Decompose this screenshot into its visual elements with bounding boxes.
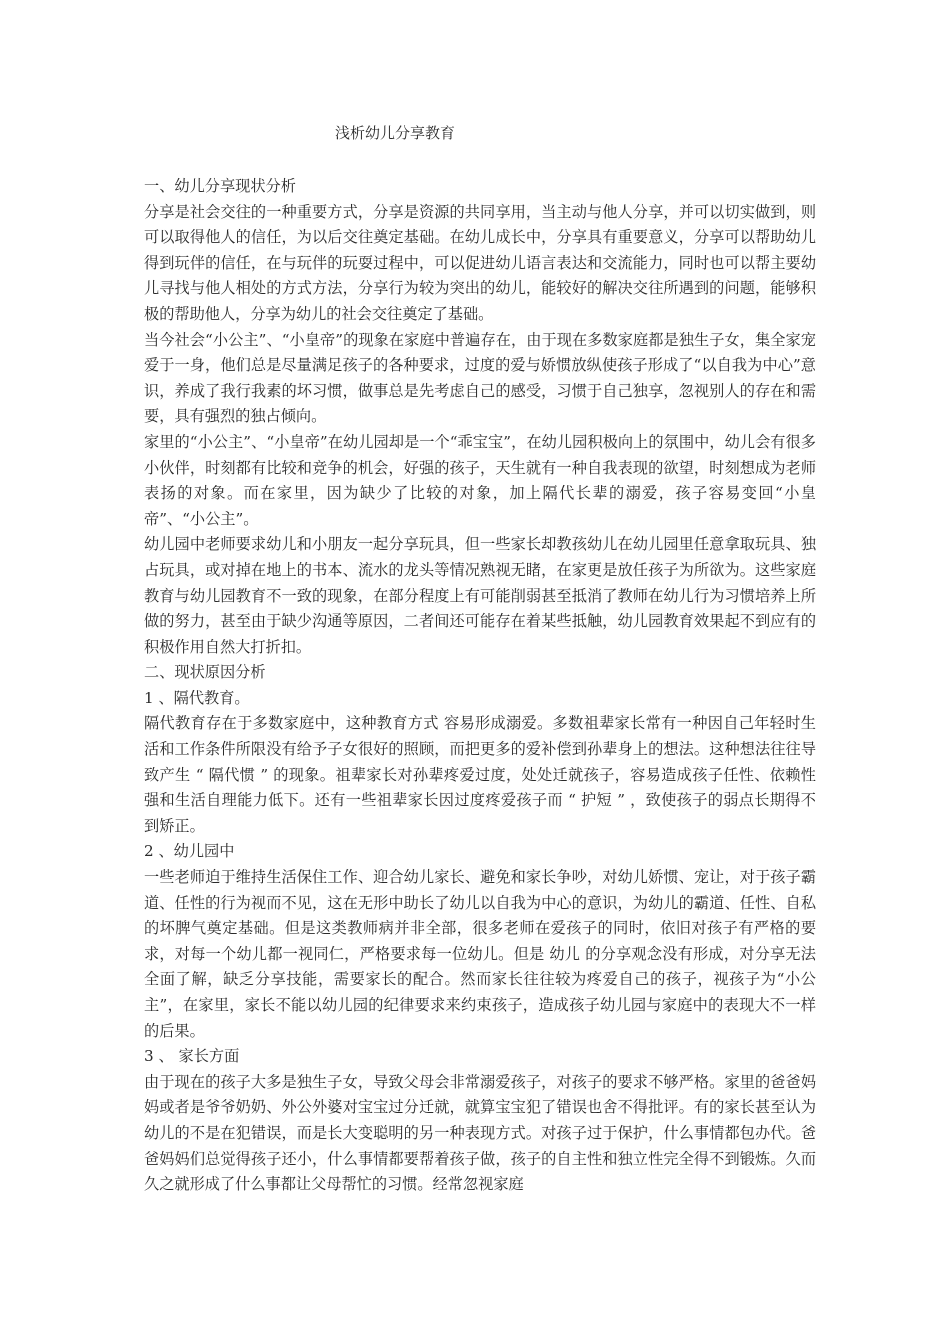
subheading-2: 2 、幼儿园中 <box>144 842 235 861</box>
paragraph-grandparent-education: 隔代教育存在于多数家庭中，这种教育方式 容易形成溺爱。多数祖辈家长常有一种因自己年轻时生活和工作条件所限没有给予子女很好的照顾，而把更多的爱补偿到孙辈身上的想法。这种想法往往导致产生 “ 隔代惯 ” 的现象。祖辈家长对孙辈疼爱过度，处处迁就孩子，容易造成孩子任性、依赖性强和生活自理能力低下。还有一些祖辈家长因过度疼爱孩子而 “ 护短 ” ，致使孩子的弱点长期得不到矫正。 <box>144 714 816 835</box>
paragraph-kindergarten-vs-home: 家里的“小公主”、“小皇帝”在幼儿园却是一个“乖宝宝”，在幼儿园积极向上的氛围中，幼儿会有很多小伙伴，时刻都有比较和竞争的机会，好强的孩子，天生就有一种自我表现的欲望，时刻想成为老师表扬的对象。而在家里，因为缺少了比较的对象，加上隔代长辈的溺爱，孩子容易变回“小皇帝”、“小公主”。 <box>144 432 816 528</box>
document-body <box>144 174 816 1198</box>
section-heading-1: 一、幼儿分享现状分析 <box>144 177 296 195</box>
paragraph-sharing-importance: 分享是社会交往的一种重要方式，分享是资源的共同享用，当主动与他人分享，并可以切实做到，则可以取得他人的信任，为以后交往奠定基础。在幼儿成长中，分享具有重要意义，分享可以帮助幼儿得到玩伴的信任，在与玩伴的玩耍过程中，可以促进幼儿语言表达和交流能力，同时也可以帮主要幼儿寻找与他人相处的方式方法，分享行为较为突出的幼儿，能较好的解决交往所遇到的问题，能够积极的帮助他人，分享为幼儿的社会交往奠定了基础。 <box>144 202 816 323</box>
section-heading-2: 二、现状原因分析 <box>144 663 266 682</box>
subheading-3: 3 、 家长方面 <box>144 1047 240 1066</box>
subheading-1: 1 、隔代教育。 <box>144 688 250 707</box>
paragraph-inconsistent-education: 幼儿园中老师要求幼儿和小朋友一起分享玩具，但一些家长却教孩幼儿在幼儿园里任意拿取玩具、独占玩具，或对掉在地上的书本、流水的龙头等情况熟视无睹，在家更是放任孩子为所欲为。这些家庭教育与幼儿园教育不一致的现象，在部分程度上有可能削弱甚至抵消了教师在幼儿行为习惯培养上所做的努力，甚至由于缺少沟通等原因，二者间还可能存在着某些抵触，幼儿园教育效果起不到应有的积极作用自然大打折扣。 <box>144 535 816 656</box>
paragraph-little-emperor: 当今社会“小公主”、“小皇帝”的现象在家庭中普遍存在，由于现在多数家庭都是独生子女，集全家宠爱于一身，他们总是尽量满足孩子的各种要求，过度的爱与娇惯放纵使孩子形成了“以自我为中心”意识，养成了我行我素的坏习惯，做事总是先考虑自己的感受，习惯于自己独享，忽视别人的存在和需要，具有强烈的独占倾向。 <box>144 330 816 426</box>
paragraph-parents: 由于现在的孩子大多是独生子女，导致父母会非常溺爱孩子，对孩子的要求不够严格。家里的爸爸妈妈或者是爷爷奶奶、外公外婆对宝宝过分迁就，就算宝宝犯了错误也舍不得批评。有的家长甚至认为幼儿的不是在犯错误，而是长大变聪明的另一种表现方式。对孩子过于保护，什么事情都包办代。爸爸妈妈们总觉得孩子还小，什么事情都要帮着孩子做，孩子的自主性和独立性完全得不到锻炼。久而久之就形成了什么事都让父母帮忙的习惯。经常忽视家庭 <box>144 1072 816 1194</box>
paragraph-kindergarten-teachers: 一些老师迫于维持生活保住工作、迎合幼儿家长、避免和家长争吵，对幼儿娇惯、宠让，对于孩子霸道、任性的行为视而不见，这在无形中助长了幼儿以自我为中心的意识，为幼儿的霸道、任性、自私的坏脾气奠定基础。但是这类教师病并非全部，很多老师在爱孩子的同时，依旧对孩子有严格的要求，对每一个幼儿都一视同仁，严格要求每一位幼儿。但是 幼儿 的分享观念没有形成，对分享无法全面了解，缺乏分享技能，需要家长的配合。然而家长往往较为疼爱自己的孩子，视孩子为“小公主”，在家里，家长不能以幼儿园的纪律要求来约束孩子，造成孩子幼儿园与家庭中的表现大不一样的后果。 <box>144 868 816 1040</box>
page-title: 浅析幼儿分享教育 <box>334 124 455 142</box>
